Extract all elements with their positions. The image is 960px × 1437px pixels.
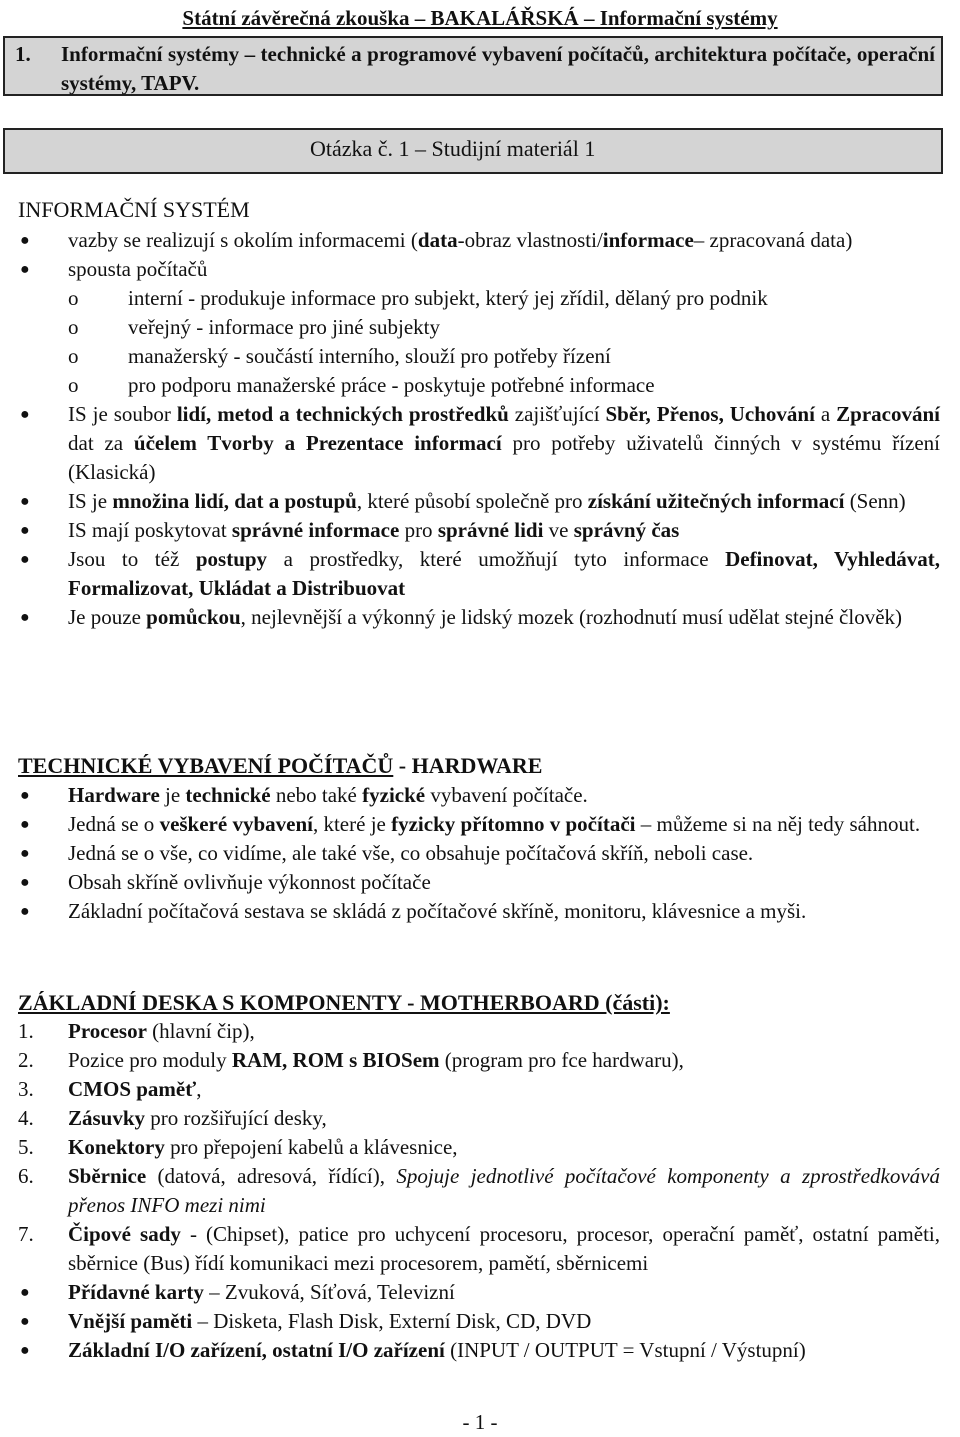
numbered-item: 3. CMOS paměť, <box>18 1077 202 1101</box>
bullet-icon: ● <box>20 845 30 862</box>
list-item: ● Obsah skříně ovlivňuje výkonnost počítače <box>18 868 940 897</box>
bullet-icon: ● <box>20 874 30 891</box>
numbered-item: 1. Procesor (hlavní čip), <box>18 1019 255 1043</box>
bullet-icon: ● <box>20 261 30 278</box>
list-item: ● Hardware je technické nebo také fyzické vybavení počítače. <box>18 781 940 810</box>
list-item: ● vazby se realizují s okolím informacemi (data-obraz vlastnosti/informace– zpracovaná data) <box>18 226 940 255</box>
list-item: ● IS je množina lidí, dat a postupů, které působí společně pro získání užitečných informací (Senn) <box>18 487 940 516</box>
list-item: ● Jedná se o vše, co vidíme, ale také vše, co obsahuje počítačová skříň, neboli case. <box>18 839 940 868</box>
exam-header: Státní závěrečná zkouška – BAKALÁŘSKÁ – Informační systémy <box>182 6 778 30</box>
page-number: - 1 - <box>462 1410 498 1434</box>
list-item: ● spousta počítačů <box>18 255 940 284</box>
bullet-icon: ● <box>20 787 30 804</box>
motherboard-list <box>18 1017 940 1365</box>
question-text: Informační systémy – technické a programové vybavení počítačů, architektura počítače, operační systémy, TAPV. <box>61 42 935 95</box>
numbered-item: 6. Sběrnice (datová, adresová, řídící), Spojuje jednotlivé počítačové komponenty a zprostředkovává přenos INFO mezi nimi <box>18 1164 940 1217</box>
numbered-item: 7. Čipové sady - (Chipset), patice pro uchycení procesoru, procesor, operační paměť, ostatní paměti, sběrnice (Bus) řídí komunikaci mezi procesorem, pamětí, sběrnicemi <box>18 1222 940 1275</box>
section-title-motherboard: ZÁKLADNÍ DESKA S KOMPONENTY - MOTHERBOARD (části): <box>18 990 670 1015</box>
question-number: 1. <box>15 42 31 66</box>
question-label: Otázka č. 1 – Studijní materiál 1 <box>310 136 596 161</box>
numbered-item: 2. Pozice pro moduly RAM, ROM s BIOSem (program pro fce hardwaru), <box>18 1048 684 1072</box>
section-title-hardware: TECHNICKÉ VYBAVENÍ POČÍTAČŮ - HARDWARE <box>18 753 543 778</box>
numbered-item: 4. Zásuvky pro rozšiřující desky, <box>18 1106 327 1130</box>
sub-item: o manažerský - součástí interního, slouží pro potřeby řízení <box>68 344 611 368</box>
bullet-icon: ● <box>20 551 30 568</box>
list-item: ● Je pouze pomůckou, nejlevnější a výkonný je lidský mozek (rozhodnutí musí udělat stejné člověk) <box>18 603 940 632</box>
bullet-icon: ● <box>20 1313 30 1330</box>
question-box <box>3 36 943 96</box>
hardware-bullet-list <box>18 781 940 926</box>
bullet-icon: ● <box>20 232 30 249</box>
bullet-icon: ● <box>20 1342 30 1359</box>
sub-item: o pro podporu manažerské práce - poskytuje potřebné informace <box>68 373 655 397</box>
bullet-icon: ● <box>20 493 30 510</box>
bullet-icon: ● <box>20 522 30 539</box>
list-item: ● IS mají poskytovat správné informace pro správné lidi ve správný čas <box>18 516 940 545</box>
list-item: ● Jedná se o veškeré vybavení, které je fyzicky přítomno v počítači – můžeme si na něj tedy sáhnout. <box>18 810 940 839</box>
bullet-icon: ● <box>20 816 30 833</box>
bullet-icon: ● <box>20 903 30 920</box>
is-bullet-list <box>18 226 940 632</box>
sub-item: o veřejný - informace pro jiné subjekty <box>68 315 440 339</box>
list-item: ● Vnější paměti – Disketa, Flash Disk, Externí Disk, CD, DVD <box>18 1307 940 1336</box>
question-label-box <box>3 128 943 174</box>
list-item: ● Základní I/O zařízení, ostatní I/O zařízení (INPUT / OUTPUT = Vstupní / Výstupní) <box>18 1336 940 1365</box>
sub-item: o interní - produkuje informace pro subjekt, který jej zřídil, dělaný pro podnik <box>68 286 768 310</box>
list-item: ● Přídavné karty – Zvuková, Síťová, Televizní <box>18 1278 940 1307</box>
list-item: ● Jsou to též postupy a prostředky, které umožňují tyto informace Definovat, Vyhledávat, Formalizovat, Ukládat a Distribuovat <box>20 547 940 600</box>
bullet-icon: ● <box>20 406 30 423</box>
list-item: ● Základní počítačová sestava se skládá z počítačové skříně, monitoru, klávesnice a myši. <box>18 897 940 926</box>
bullet-icon: ● <box>20 609 30 626</box>
numbered-item: 5. Konektory pro přepojení kabelů a klávesnice, <box>18 1135 458 1159</box>
bullet-icon: ● <box>20 1284 30 1301</box>
section-title-is: INFORMAČNÍ SYSTÉM <box>18 197 250 222</box>
list-item: ● IS je soubor lidí, metod a technických prostředků zajišťující Sběr, Přenos, Uchování a Zpracování dat za účelem Tvorby a Prezentace informací pro potřeby uživatelů činných v systému řízení (Klasická) <box>20 402 941 484</box>
